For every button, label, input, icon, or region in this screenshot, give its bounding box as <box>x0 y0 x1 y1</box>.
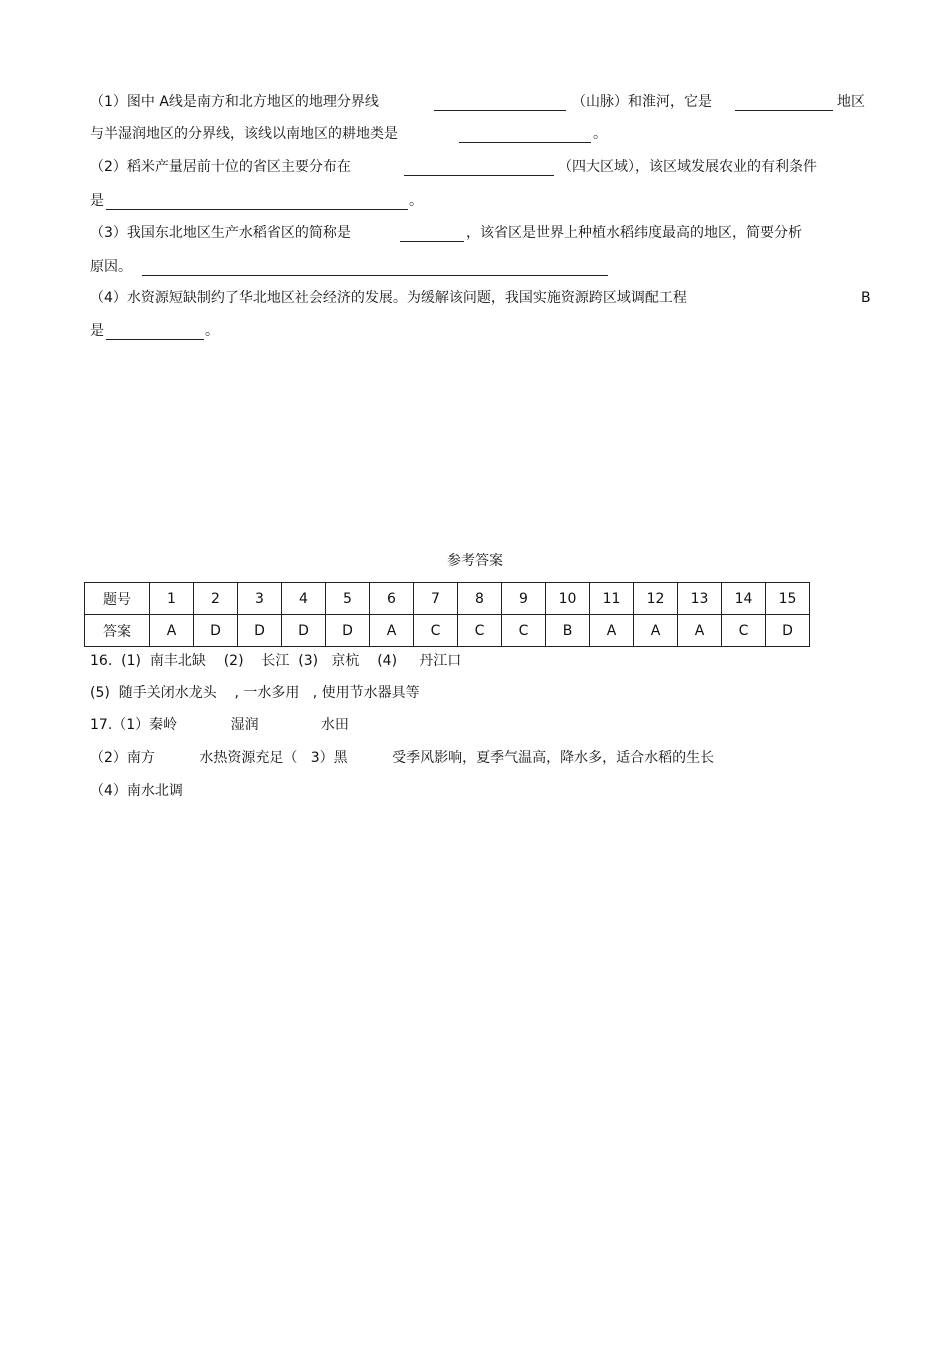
q1-text-c: 地区 <box>837 94 865 110</box>
table-cell: 12 <box>634 583 678 615</box>
q2-line1-end <box>558 157 817 177</box>
q2-line2 <box>90 191 104 211</box>
answer-line-17-4: （4）南水北调 <box>90 783 183 799</box>
table-cell: A <box>678 615 722 647</box>
q4-line2-end <box>205 321 219 341</box>
q3-blank-abbrev[interactable] <box>400 227 464 242</box>
q2-text-b: （四大区域），该区域发展农业的有利条件 <box>558 159 817 175</box>
q1-line2 <box>90 124 398 144</box>
q4-line1 <box>90 288 687 308</box>
q2-text-c: 是 <box>90 193 104 209</box>
q3-line1 <box>90 223 351 243</box>
q1-text-a: （1）图中 A线是南方和北方地区的地理分界线 <box>90 94 379 110</box>
table-cell: D <box>238 615 282 647</box>
answer-header: 答案 <box>85 615 150 647</box>
answer-table-answer-row <box>85 615 810 647</box>
table-cell: A <box>150 615 194 647</box>
q2-blank-conditions[interactable] <box>106 195 408 210</box>
table-cell: B <box>546 615 590 647</box>
q3-line2 <box>90 257 132 277</box>
q3-blank-reason[interactable] <box>142 261 608 276</box>
answer-table-number-row <box>85 583 810 615</box>
answer-line-16-5: (5) 随手关闭水龙头 , 一水多用 , 使用节水器具等 <box>90 685 420 701</box>
q3-text-c: 原因。 <box>90 259 132 275</box>
q4-period: 。 <box>205 323 219 339</box>
q2-line1 <box>90 157 351 177</box>
q1-blank-mountain[interactable] <box>434 96 566 111</box>
table-cell: 14 <box>722 583 766 615</box>
q1-text-b: （山脉）和淮河，它是 <box>572 94 712 110</box>
q4-blank-project[interactable] <box>106 325 204 340</box>
table-cell: D <box>194 615 238 647</box>
answer-line-16: 16. (1) 南丰北缺 (2) 长江 (3) 京杭 (4) 丹江口 <box>90 653 462 669</box>
q1-line2-end <box>593 124 607 144</box>
q2-line2-end <box>409 191 423 211</box>
table-cell: 5 <box>326 583 370 615</box>
q1-period: 。 <box>593 126 607 142</box>
answer-line-17-1: 17.（1）秦岭 湿润 水田 <box>90 717 349 733</box>
q2-text-a: （2）稻米产量居前十位的省区主要分布在 <box>90 159 351 175</box>
table-cell: D <box>282 615 326 647</box>
q1-line1 <box>90 92 379 112</box>
table-cell: C <box>722 615 766 647</box>
q3-line1-end <box>466 223 802 243</box>
q2-period: 。 <box>409 193 423 209</box>
table-cell: 13 <box>678 583 722 615</box>
table-cell: 7 <box>414 583 458 615</box>
answer-table <box>84 582 810 647</box>
table-cell: 15 <box>766 583 810 615</box>
q1-line1-mid <box>572 92 712 112</box>
answer-line-17-2: （2）南方 水热资源充足（ 3）黑 受季风影响，夏季气温高，降水多，适合水稻的生长 <box>90 750 715 766</box>
table-cell: C <box>458 615 502 647</box>
q1-line1-end <box>837 92 865 112</box>
table-cell: 1 <box>150 583 194 615</box>
table-cell: D <box>766 615 810 647</box>
number-header: 题号 <box>85 583 150 615</box>
table-cell: 10 <box>546 583 590 615</box>
q4-text-b: B <box>861 290 871 306</box>
table-cell: 8 <box>458 583 502 615</box>
q2-blank-area[interactable] <box>404 161 554 176</box>
q3-text-b: ，该省区是世界上种植水稻纬度最高的地区，简要分析 <box>466 225 802 241</box>
table-cell: 3 <box>238 583 282 615</box>
table-cell: 2 <box>194 583 238 615</box>
q4-line2 <box>90 321 104 341</box>
table-cell: C <box>414 615 458 647</box>
q4-text-c: 是 <box>90 323 104 339</box>
q1-blank-region[interactable] <box>735 96 833 111</box>
q4-label-b <box>861 288 871 308</box>
table-cell: D <box>326 615 370 647</box>
q1-blank-landtype[interactable] <box>459 128 591 143</box>
table-cell: 9 <box>502 583 546 615</box>
table-cell: A <box>370 615 414 647</box>
answers-title: 参考答案 <box>447 553 503 569</box>
q3-text-a: （3）我国东北地区生产水稻省区的简称是 <box>90 225 351 241</box>
table-cell: A <box>634 615 678 647</box>
table-cell: 6 <box>370 583 414 615</box>
table-cell: 4 <box>282 583 326 615</box>
table-cell: 11 <box>590 583 634 615</box>
table-cell: C <box>502 615 546 647</box>
table-cell: A <box>590 615 634 647</box>
q4-text-a: （4）水资源短缺制约了华北地区社会经济的发展。为缓解该问题，我国实施资源跨区域调配工程 <box>90 290 687 306</box>
q1-text-d: 与半湿润地区的分界线，该线以南地区的耕地类是 <box>90 126 398 142</box>
